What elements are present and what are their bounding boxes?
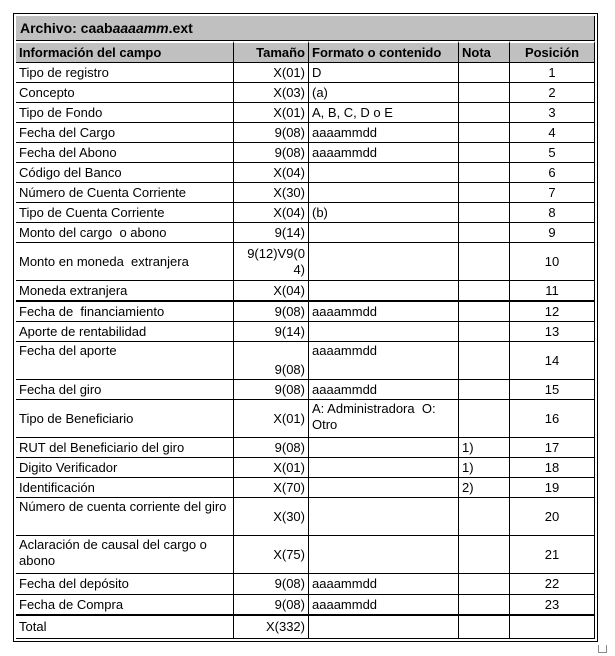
cell-campo: Aclaración de causal del cargo o abono [16,536,234,574]
cell-nota [459,595,510,616]
cell-tamano: 9(08) [234,380,309,400]
cell-nota [459,400,510,438]
cell-formato [309,163,459,183]
table-row [16,123,595,143]
cell-campo: Fecha del Cargo [16,123,234,143]
cell-tamano: X(70) [234,478,309,498]
cell-posicion: 17 [510,438,595,458]
cell-formato: (b) [309,203,459,223]
cell-posicion: 5 [510,143,595,163]
cell-nota [459,163,510,183]
column-header-formato: Formato o contenido [309,41,459,63]
cell-campo: Identificación [16,478,234,498]
table-row [16,203,595,223]
cell-nota: 2) [459,478,510,498]
cell-posicion [510,616,595,639]
cell-posicion: 3 [510,103,595,123]
cell-formato [309,536,459,574]
table-row [16,478,595,498]
title-suffix: .ext [168,20,193,36]
cell-posicion: 21 [510,536,595,574]
cell-tamano: X(332) [234,616,309,639]
cell-nota [459,203,510,223]
cell-campo: Digito Verificador [16,458,234,478]
cell-campo: Fecha del Abono [16,143,234,163]
cell-campo: Tipo de Beneficiario [16,400,234,438]
cell-nota [459,281,510,302]
file-name-title [16,16,595,41]
table-row [16,223,595,243]
cell-nota [459,243,510,281]
table-row [16,458,595,478]
cell-nota [459,498,510,536]
cell-nota [459,536,510,574]
cell-formato [309,281,459,302]
cell-campo: Concepto [16,83,234,103]
table-title-row [16,16,595,41]
cell-formato: (a) [309,83,459,103]
table-row [16,380,595,400]
cell-nota [459,302,510,322]
cell-formato: aaaammdd [309,342,459,380]
cell-formato [309,322,459,342]
cell-formato: D [309,63,459,83]
table-row [16,536,595,574]
cell-tamano: X(01) [234,103,309,123]
cell-formato: aaaammdd [309,143,459,163]
table-row [16,438,595,458]
cell-campo: Moneda extranjera [16,281,234,302]
table-row [16,63,595,83]
table-row [16,143,595,163]
cell-tamano: X(03) [234,83,309,103]
cell-nota [459,183,510,203]
cell-tamano: X(04) [234,163,309,183]
cell-tamano: X(75) [234,536,309,574]
cell-posicion: 15 [510,380,595,400]
cell-nota [459,123,510,143]
table-row [16,83,595,103]
cell-formato [309,183,459,203]
cell-posicion: 8 [510,203,595,223]
cell-campo: Monto del cargo o abono [16,223,234,243]
cell-tamano: X(30) [234,183,309,203]
cell-campo: Código del Banco [16,163,234,183]
cell-posicion: 10 [510,243,595,281]
title-prefix: Archivo: caab [20,20,113,36]
cell-formato [309,498,459,536]
cell-campo: Número de cuenta corriente del giro [16,498,234,536]
cell-formato: aaaammdd [309,302,459,322]
table-row [16,574,595,595]
cell-nota [459,83,510,103]
cell-posicion: 14 [510,342,595,380]
cell-formato: aaaammdd [309,123,459,143]
cell-posicion: 18 [510,458,595,478]
cell-nota [459,380,510,400]
table-row [16,498,595,536]
cell-campo: Aporte de rentabilidad [16,322,234,342]
table-row [16,103,595,123]
cell-tamano: 9(14) [234,223,309,243]
table-row [16,342,595,380]
cell-posicion: 11 [510,281,595,302]
cell-posicion: 20 [510,498,595,536]
cell-nota [459,143,510,163]
cell-formato [309,458,459,478]
cell-formato: aaaammdd [309,574,459,595]
column-header-tamano: Tamaño [234,41,309,63]
cell-campo: Tipo de registro [16,63,234,83]
cell-nota [459,103,510,123]
cell-tamano: X(04) [234,203,309,223]
table-row [16,400,595,438]
cell-formato: aaaammdd [309,380,459,400]
cell-campo: Total [16,616,234,639]
cell-formato: aaaammdd [309,595,459,616]
cell-campo: Fecha del depósito [16,574,234,595]
cell-posicion: 19 [510,478,595,498]
file-spec-table [16,16,595,639]
cell-campo: Fecha de Compra [16,595,234,616]
cell-campo: Monto en moneda extranjera [16,243,234,281]
cell-formato: A: Administradora O: Otro [309,400,459,438]
cell-posicion: 7 [510,183,595,203]
cell-nota [459,223,510,243]
table-row [16,302,595,322]
cell-campo: Tipo de Fondo [16,103,234,123]
cell-tamano: 9(14) [234,322,309,342]
cell-tamano: 9(12)V9(04) [234,243,309,281]
cell-formato [309,478,459,498]
cell-tamano: X(01) [234,458,309,478]
table-row [16,163,595,183]
cell-formato [309,616,459,639]
cell-campo: Número de Cuenta Corriente [16,183,234,203]
cell-nota [459,616,510,639]
cell-tamano: 9(08) [234,438,309,458]
table-row [16,183,595,203]
cell-posicion: 13 [510,322,595,342]
column-header-posicion: Posición [510,41,595,63]
cell-campo: Tipo de Cuenta Corriente [16,203,234,223]
column-header-nota: Nota [459,41,510,63]
cell-tamano: 9(08) [234,595,309,616]
cell-posicion: 22 [510,574,595,595]
cell-posicion: 12 [510,302,595,322]
cell-formato [309,223,459,243]
cell-formato: A, B, C, D o E [309,103,459,123]
cell-formato [309,438,459,458]
cell-nota: 1) [459,438,510,458]
cell-campo: RUT del Beneficiario del giro [16,438,234,458]
column-header-campo: Información del campo [16,41,234,63]
table-resize-handle-icon[interactable] [598,645,607,653]
cell-posicion: 23 [510,595,595,616]
cell-posicion: 4 [510,123,595,143]
column-header-row [16,41,595,63]
cell-tamano: X(01) [234,400,309,438]
table-row [16,281,595,302]
cell-nota [459,342,510,380]
cell-campo: Fecha de financiamiento [16,302,234,322]
cell-tamano: 9(08) [234,123,309,143]
cell-posicion: 16 [510,400,595,438]
cell-campo: Fecha del giro [16,380,234,400]
cell-formato [309,243,459,281]
cell-posicion: 9 [510,223,595,243]
cell-nota [459,63,510,83]
cell-tamano: 9(08) [234,574,309,595]
table-row-total [16,616,595,639]
cell-posicion: 6 [510,163,595,183]
cell-nota: 1) [459,458,510,478]
file-spec-table-container [13,13,598,642]
cell-tamano: X(04) [234,281,309,302]
cell-nota [459,574,510,595]
table-row [16,595,595,616]
cell-tamano: X(01) [234,63,309,83]
cell-tamano: 9(08) [234,302,309,322]
cell-tamano: 9(08) [234,342,309,380]
cell-posicion: 2 [510,83,595,103]
table-row [16,322,595,342]
cell-tamano: 9(08) [234,143,309,163]
table-row [16,243,595,281]
cell-nota [459,322,510,342]
cell-tamano: X(30) [234,498,309,536]
cell-campo: Fecha del aporte [16,342,234,380]
title-variable-part: aaaamm [112,20,169,36]
cell-posicion: 1 [510,63,595,83]
